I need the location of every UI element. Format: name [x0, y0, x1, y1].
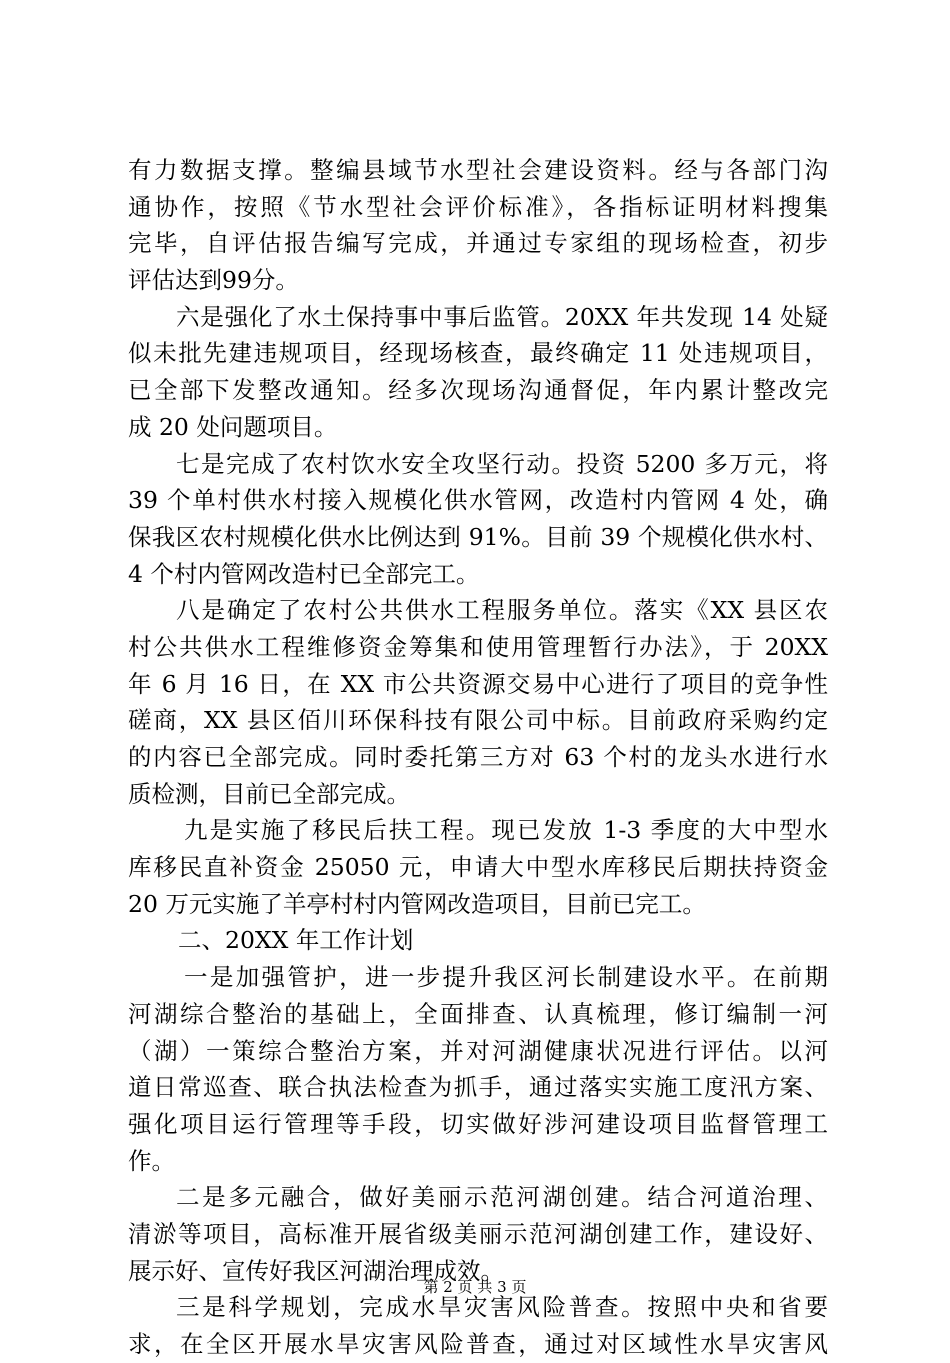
text-line: 保我区农村规模化供水比例达到 91%。目前 39 个规模化供水村、	[128, 522, 828, 551]
text-line: 库移民直补资金 25050 元，申请大中型水库移民后期扶持资金	[128, 853, 828, 882]
text-line: 八是确定了农村公共供水工程服务单位。落实《XX 县区农	[176, 596, 828, 625]
text-line: 展示好、宣传好我区河湖治理成效。	[128, 1256, 504, 1285]
text-line: 磋商，XX 县区佰川环保科技有限公司中标。目前政府采购约定	[128, 706, 828, 735]
text-line: 20 万元实施了羊亭村村内管网改造项目，目前已完工。	[128, 889, 706, 918]
text-line: 村公共供水工程维修资金筹集和使用管理暂行办法》，于 20XX	[128, 632, 828, 661]
text-line: 二、20XX 年工作计划	[178, 926, 414, 955]
text-line: 作。	[128, 1146, 175, 1175]
text-line: 一是加强管护，进一步提升我区河长制建设水平。在前期	[184, 963, 828, 992]
text-line: 强化项目运行管理等手段，切实做好涉河建设项目监督管理工	[128, 1109, 828, 1138]
text-line: 三是科学规划，完成水旱灾害风险普查。按照中央和省要	[176, 1293, 828, 1322]
text-line: 二是多元融合，做好美丽示范河湖创建。结合河道治理、	[176, 1183, 828, 1212]
text-line: 完毕，自评估报告编写完成，并通过专家组的现场检查，初步	[128, 229, 828, 258]
text-line: 七是完成了农村饮水安全攻坚行动。投资 5200 多万元，将	[176, 449, 828, 478]
text-line: （湖）一策综合整治方案，并对河湖健康状况进行评估。以河	[128, 1036, 828, 1065]
text-line: 有力数据支撑。整编县域节水型社会建设资料。经与各部门沟	[128, 156, 828, 184]
text-line: 成 20 处问题项目。	[128, 412, 338, 441]
text-line: 通协作，按照《节水型社会评价标准》，各指标证明材料搜集	[128, 192, 828, 221]
text-line: 质检测，目前已全部完成。	[128, 779, 410, 808]
document-body	[128, 152, 828, 1363]
text-line: 年 6 月 16 日，在 XX 市公共资源交易中心进行了项目的竞争性	[128, 669, 828, 698]
text-line: 的内容已全部完成。同时委托第三方对 63 个村的龙头水进行水	[128, 743, 828, 771]
text-line: 河湖综合整治的基础上，全面排查、认真梳理，修订编制一河	[128, 999, 828, 1028]
page-footer: 第 2 页 共 3 页	[423, 1278, 527, 1296]
text-line: 九是实施了移民后扶工程。现已发放 1-3 季度的大中型水	[184, 816, 828, 845]
text-line: 评估达到99分。	[128, 266, 299, 295]
text-line: 39 个单村供水村接入规模化供水管网，改造村内管网 4 处，确	[128, 486, 828, 515]
text-line: 似未批先建违规项目，经现场核查，最终确定 11 处违规项目，	[128, 339, 828, 368]
text-line: 4 个村内管网改造村已全部完工。	[128, 559, 480, 588]
text-line: 道日常巡查、联合执法检查为抓手，通过落实实施工度汛方案、	[128, 1073, 828, 1102]
text-line: 六是强化了水土保持事中事后监管。20XX 年共发现 14 处疑	[176, 302, 828, 331]
text-line: 已全部下发整改通知。经多次现场沟通督促，年内累计整改完	[128, 376, 828, 405]
text-line: 求，在全区开展水旱灾害风险普查，通过对区域性水旱灾害风	[128, 1330, 828, 1358]
text-line: 清淤等项目，高标准开展省级美丽示范河湖创建工作，建设好、	[128, 1219, 828, 1248]
